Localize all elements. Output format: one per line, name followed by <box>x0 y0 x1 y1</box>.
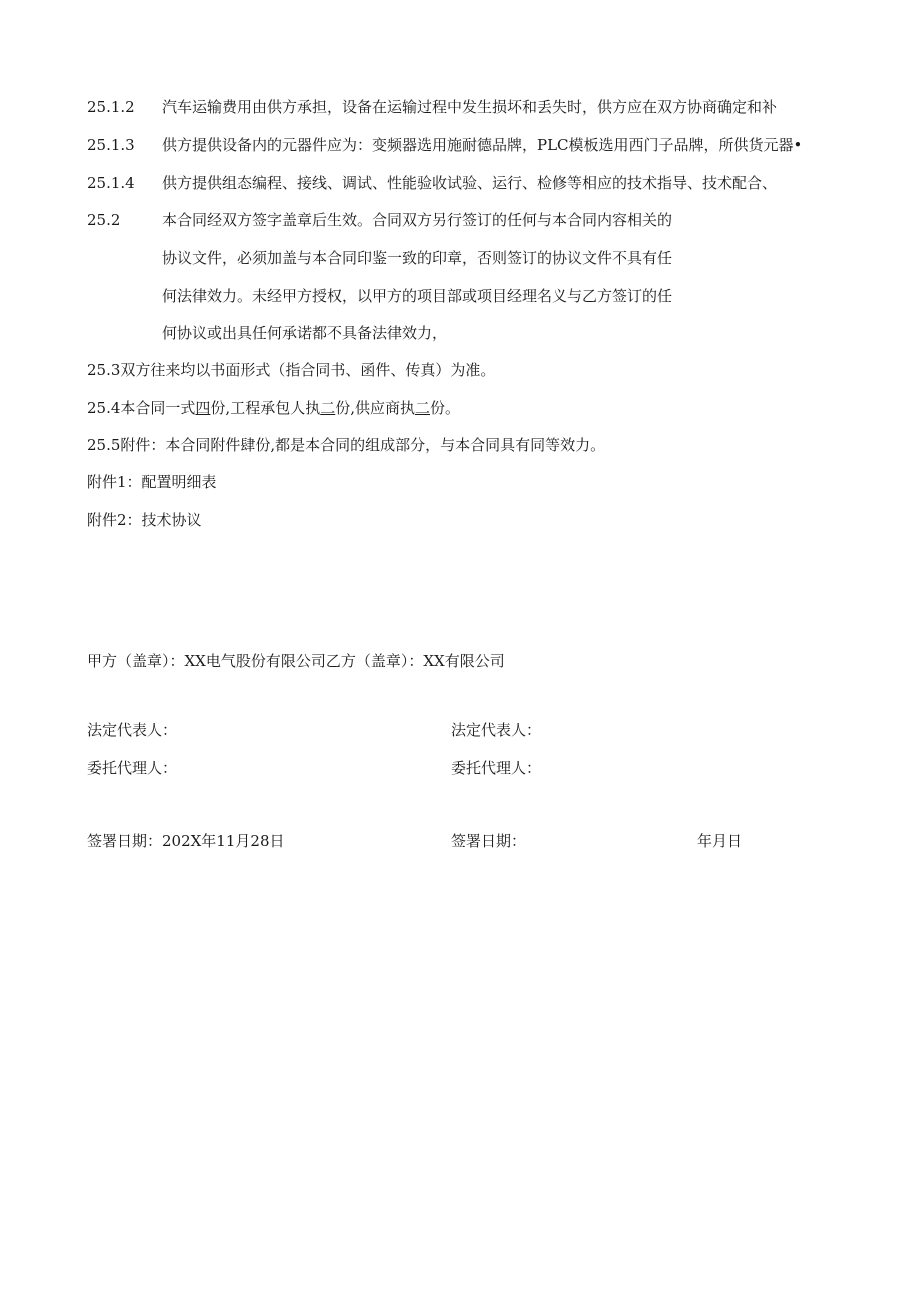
clause-25-1-2-text: 汽车运输费用由供方承担，设备在运输过程中发生损坏和丢失时，供方应在双方协商确定和补 <box>162 98 778 116</box>
copies-total: 四 <box>195 399 211 417</box>
clause-25-1-4-number: 25.1.4 <box>87 174 135 192</box>
clause-25-4-prefix: 25.4本合同一式 <box>87 399 196 417</box>
agent-b: 委托代理人： <box>451 759 542 777</box>
clause-25-5: 25.5附件：本合同附件肆份,都是本合同的组成部分，与本合同具有同等效力。 <box>87 436 606 454</box>
clause-25-2-line-2: 协议文件，必须加盖与本合同印鉴一致的印章，否则签订的协议文件不具有任 <box>162 249 673 267</box>
clause-25-1-2-number: 25.1.2 <box>87 98 135 116</box>
clause-25-4-suffix: 份。 <box>430 399 461 417</box>
copies-supplier: 二 <box>415 399 431 417</box>
clause-25-2-line-4: 何协议或出具任何承诺都不具备法律效力， <box>162 324 448 342</box>
attachment-2: 附件2：技术协议 <box>87 511 202 529</box>
clause-25-2-number: 25.2 <box>87 211 121 229</box>
clause-25-4-mid1: 份,工程承包人执 <box>210 399 321 417</box>
copies-contractor: 二 <box>320 399 336 417</box>
clause-25-1-4-text: 供方提供组态编程、接线、调试、性能验收试验、运行、检修等相应的技术指导、技术配合、 <box>162 174 778 192</box>
sign-date-a: 签署日期：202X年11月28日 <box>87 832 285 850</box>
attachment-1: 附件1：配置明细表 <box>87 473 217 491</box>
legal-rep-a: 法定代表人： <box>87 721 178 739</box>
sign-date-b-suffix: 年月日 <box>697 832 743 850</box>
clause-25-1-3-text: 供方提供设备内的元器件应为：变频器选用施耐德品牌，PLC模板选用西门子品牌，所供货元器• <box>162 136 803 154</box>
legal-rep-b: 法定代表人： <box>451 721 542 739</box>
sign-date-b: 签署日期： <box>451 832 527 850</box>
clause-25-2-line-3: 何法律效力。未经甲方授权，以甲方的项目部或项目经理名义与乙方签订的任 <box>162 287 673 305</box>
clause-25-3: 25.3双方往来均以书面形式（指合同书、函件、传真）为准。 <box>87 361 496 379</box>
parties-line: 甲方（盖章）：XX电气股份有限公司乙方（盖章）：XX有限公司 <box>87 652 505 670</box>
clause-25-4 <box>87 398 460 418</box>
clause-25-1-3-number: 25.1.3 <box>87 136 135 154</box>
clause-25-4-mid2: 份,供应商执 <box>335 399 415 417</box>
clause-25-2-line-1: 本合同经双方签字盖章后生效。合同双方另行签订的任何与本合同内容相关的 <box>162 211 673 229</box>
agent-a: 委托代理人： <box>87 759 178 777</box>
